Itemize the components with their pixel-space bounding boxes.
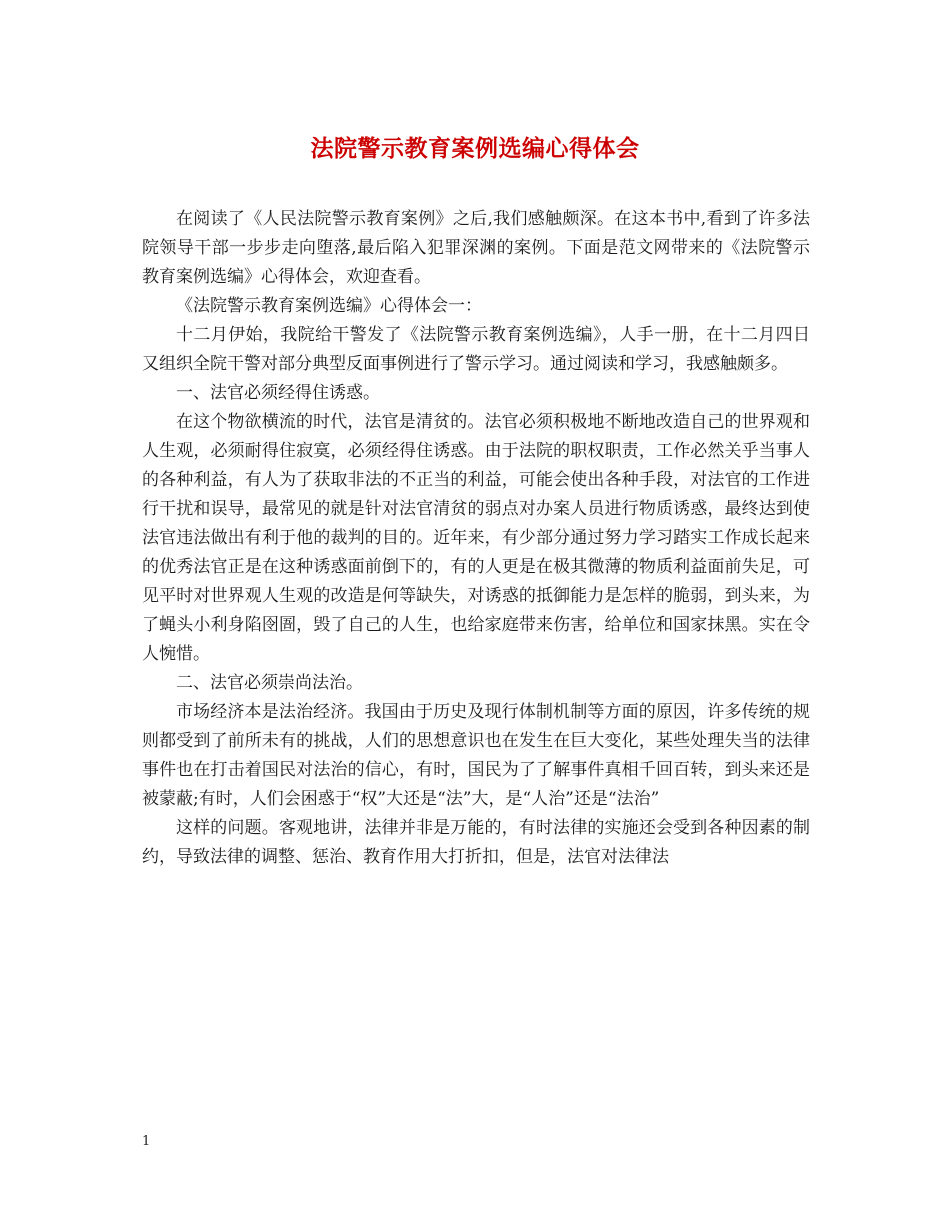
paragraph: 这样的问题。客观地讲，法律并非是万能的，有时法律的实施还会受到各种因素的制约，导致法律的调整、惩治、教育作用大打折扣，但是，法官对法律法 (142, 818, 810, 867)
section-heading: 一、法官必须经得住诱惑。 (176, 383, 380, 403)
paragraph: 《法院警示教育案例选编》心得体会一： (176, 296, 482, 316)
paragraph: 十二月伊始，我院给干警发了《法院警示教育案例选编》，人手一册，在十二月四日又组织全院干警对部分典型反面事例进行了警示学习。通过阅读和学习，我感触颇多。 (142, 325, 810, 374)
section-heading: 二、法官必须崇尚法治。 (176, 673, 363, 693)
paragraph: 在这个物欲横流的时代，法官是清贫的。法官必须积极地不断地改造自己的世界观和人生观，必须耐得住寂寞，必须经得住诱惑。由于法院的职权职责，工作必然关乎当事人的各种利益，有人为了获取非法的不正当的利益，可能会使出各种手段，对法官的工作进行干扰和误导，最常见的就是针对法官清贫的弱点对办案人员进行物质诱惑，最终达到使法官违法做出有利于他的裁判的目的。近年来，有少部分通过努力学习踏实工作成长起来的优秀法官正是在这种诱惑面前倒下的，有的人更是在极其微薄的物质利益面前失足，可见平时对世界观人生观的改造是何等缺失，对诱惑的抵御能力是怎样的脆弱，到头来，为了蝇头小利身陷囹圄，毁了自己的人生，也给家庭带来伤害，给单位和国家抹黑。实在令人惋惜。 (142, 412, 810, 664)
document-title: 法院警示教育案例选编心得体会 (310, 135, 640, 162)
page-number: 1 (142, 1134, 151, 1149)
paragraph: 市场经济本是法治经济。我国由于历史及现行体制机制等方面的原因，许多传统的规则都受到了前所未有的挑战，人们的思想意识也在发生在巨大变化，某些处理失当的法律事件也在打击着国民对法治的信心，有时，国民为了了解事件真相千回百转，到头来还是被蒙蔽;有时，人们会困惑于“权”大还是“法”大，是“人治”还是“法治” (142, 702, 810, 809)
document-body (142, 205, 810, 872)
paragraph: 在阅读了《人民法院警示教育案例》之后,我们感触颇深。在这本书中,看到了许多法院领导干部一步步走向堕落,最后陷入犯罪深渊的案例。下面是范文网带来的《法院警示教育案例选编》心得体会，欢迎查看。 (142, 209, 810, 287)
